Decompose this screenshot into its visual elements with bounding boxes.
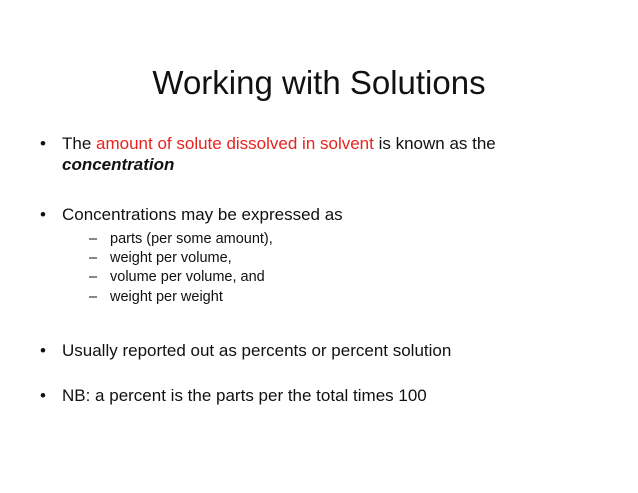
bullet1-prefix: The [62, 134, 97, 153]
bullet-nb-percent [40, 385, 427, 406]
slide-title: Working with Solutions [152, 64, 486, 101]
bullet1-highlight: amount of solute dissolved in solvent [96, 134, 374, 153]
subitem-parts [89, 230, 273, 248]
bullet1-continuation [62, 154, 174, 175]
bullet2-text: Concentrations may be expressed as [62, 205, 343, 224]
dash-marker: – [89, 250, 98, 266]
bullet-usually-reported [40, 340, 452, 361]
bullet1-emphasis: concentration [62, 155, 175, 174]
subitem-label: weight per volume, [110, 250, 232, 266]
bullet-marker: • [40, 341, 46, 360]
bullet-marker: • [40, 205, 46, 224]
bullet1-suffix: is known as the [373, 134, 496, 153]
subitem-weight-per-weight [89, 288, 223, 306]
subitem-label: volume per volume, and [110, 269, 265, 285]
subitem-volume-per-volume [89, 268, 265, 286]
dash-marker: – [89, 269, 98, 285]
subitem-label: parts (per some amount), [110, 231, 273, 247]
bullet-concentration-definition [40, 133, 496, 154]
bullet4-text: NB: a percent is the parts per the total times 100 [62, 386, 427, 405]
bullet3-text: Usually reported out as percents or percent solution [62, 341, 452, 360]
bullet-concentrations-expressed [40, 204, 343, 225]
subitem-weight-per-volume [89, 249, 232, 267]
bullet-marker: • [40, 134, 46, 153]
subitem-label: weight per weight [110, 289, 223, 305]
dash-marker: – [89, 231, 98, 247]
bullet-marker: • [40, 386, 46, 405]
dash-marker: – [89, 289, 98, 305]
